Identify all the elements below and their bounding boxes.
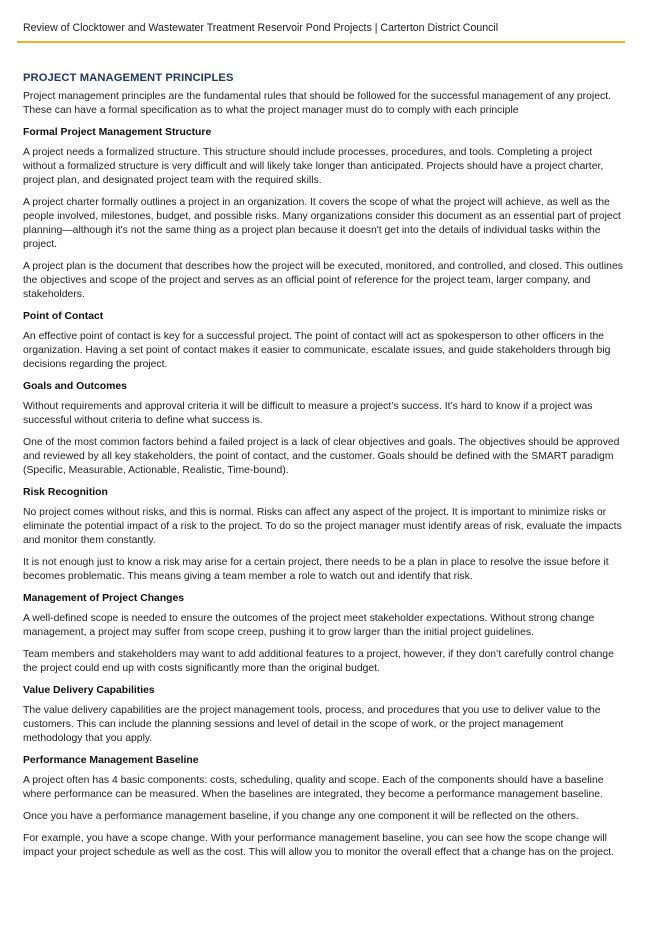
section-paragraph: Once you have a performance management baseline, if you change any one component it will be reflected on the others. xyxy=(23,811,579,822)
section-heading: Goals and Outcomes xyxy=(23,381,127,392)
section-paragraph: Team members and stakeholders may want to add additional features to a project, however, if they don’t carefully control change the project could end up with costs significantly more than the original budget. xyxy=(23,649,614,674)
section-heading: Value Delivery Capabilities xyxy=(23,685,155,696)
section-point-of-contact xyxy=(23,310,623,372)
section-paragraph: Without requirements and approval criteria it will be difficult to measure a project’s success. It’s hard to know if a project was successful without criteria to define what success is. xyxy=(23,401,593,426)
section-formal-structure xyxy=(23,126,623,302)
section-paragraph: The value delivery capabilities are the project management tools, process, and procedures that you use to deliver value to the customers. This can include the planning sessions and level of detail in the scope of work, or the project management methodology that you apply. xyxy=(23,705,601,744)
section-heading: Formal Project Management Structure xyxy=(23,127,212,138)
section-project-changes xyxy=(23,592,623,676)
section-risk-recognition xyxy=(23,486,623,584)
page-header xyxy=(0,0,645,43)
section-paragraph: A project charter formally outlines a project in an organization. It covers the scope of what the project will achieve, as well as the people involved, milestones, budget, and possible risks. Many organizations consider this document as an essential part of project planning—although it's not the same thing as a project plan because it doesn't get into the details of individual tasks within the project. xyxy=(23,197,621,250)
section-value-delivery xyxy=(23,684,623,746)
section-paragraph: No project comes without risks, and this is normal. Risks can affect any aspect of the project. It is important to minimize risks or eliminate the potential impact of a risk to the project. To do so the project manager must identify areas of risk, evaluate the impacts and monitor them constantly. xyxy=(23,507,622,546)
section-paragraph: A project needs a formalized structure. This structure should include processes, procedures, and tools. Completing a project without a formalized structure is very difficult and will likely take longer than anticipated. Projects should have a project charter, project plan, and designated project team with the required skills. xyxy=(23,147,604,186)
intro-paragraph: Project management principles are the fundamental rules that should be followed for the successful management of any project. These can have a formal specification as to what the project manager must do to comply with each principle xyxy=(23,91,611,116)
section-paragraph: An effective point of contact is key for a successful project. The point of contact will act as spokesperson to other officers in the organization. Having a set point of contact makes it easier to communicate, escalate issues, and guide stakeholders through big decisions regarding the project. xyxy=(23,331,611,370)
section-heading: Performance Management Baseline xyxy=(23,755,199,766)
section-heading: Risk Recognition xyxy=(23,487,108,498)
section-performance-baseline xyxy=(23,754,623,860)
header-title: Review of Clocktower and Wastewater Treatment Reservoir Pond Projects | Carterton District Council xyxy=(23,22,499,34)
section-paragraph: It is not enough just to know a risk may arise for a certain project, there needs to be a plan in place to resolve the issue before it becomes problematic. This means giving a team member a role to watch out and identify that risk. xyxy=(23,557,609,582)
section-paragraph: One of the most common factors behind a failed project is a lack of clear objectives and goals. The objectives should be approved and reviewed by all key stakeholders, the point of contact, and the customer. Goals should be defined with the SMART paradigm (Specific, Measurable, Actionable, Realistic, Time-bound). xyxy=(23,437,620,476)
section-paragraph: A project plan is the document that describes how the project will be executed, monitored, and controlled, and closed. This outlines the objectives and scope of the project and serves as an official point of reference for the project team, larger company, and stakeholders. xyxy=(23,261,623,300)
section-paragraph: A project often has 4 basic components: costs, scheduling, quality and scope. Each of the components should have a baseline where performance can be measured. When the baselines are integrated, they become a performance management baseline. xyxy=(23,775,604,800)
document-title: PROJECT MANAGEMENT PRINCIPLES xyxy=(23,72,234,84)
section-goals-outcomes xyxy=(23,380,623,478)
document-body xyxy=(23,72,623,868)
section-paragraph: A well-defined scope is needed to ensure the outcomes of the project meet stakeholder expectations. Without strong change management, a project may suffer from scope creep, pushing it to grow larger than the initial project guidelines. xyxy=(23,613,595,638)
section-heading: Management of Project Changes xyxy=(23,593,185,604)
section-heading: Point of Contact xyxy=(23,311,104,322)
header-divider xyxy=(17,41,625,43)
section-paragraph: For example, you have a scope change. With your performance management baseline, you can see how the scope change will impact your project schedule as well as the cost. This will allow you to monitor the overall effect that a change has on the project. xyxy=(23,833,615,858)
